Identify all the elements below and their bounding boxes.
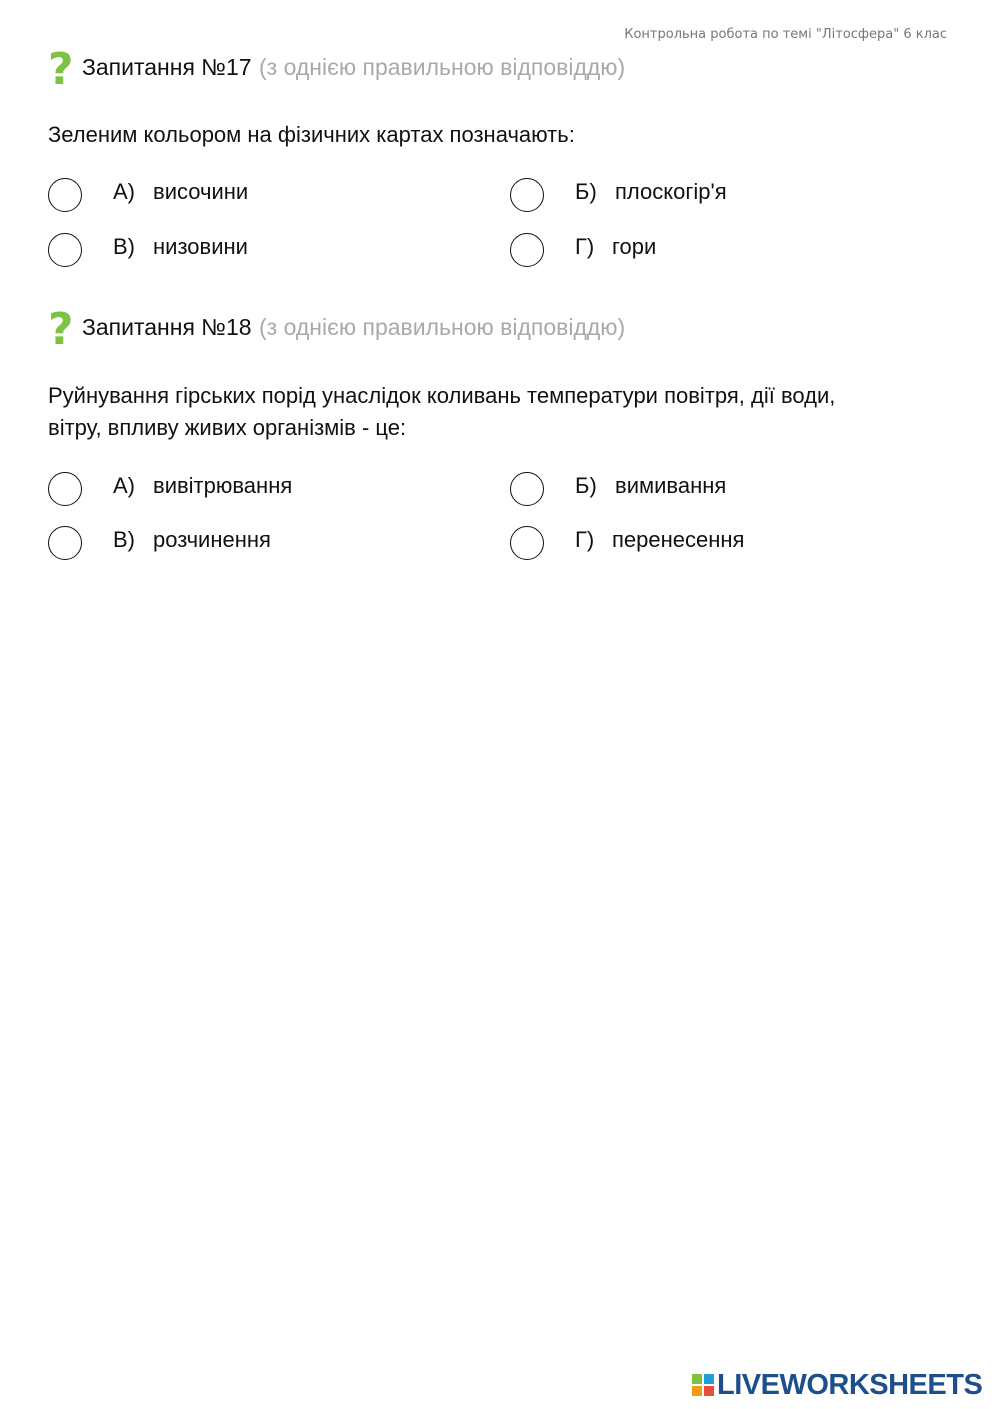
option-a[interactable] bbox=[48, 178, 478, 218]
question-hint: (з однією правильною відповіддю) bbox=[259, 314, 626, 340]
question-mark-icon: ? bbox=[48, 304, 74, 355]
liveworksheets-brand bbox=[692, 1368, 992, 1402]
option-text: розчинення bbox=[153, 527, 271, 552]
option-letter: Г) bbox=[575, 234, 595, 259]
option-letter: В) bbox=[113, 234, 135, 259]
question-mark-icon: ? bbox=[48, 44, 74, 95]
option-text: низовини bbox=[153, 234, 248, 259]
option-c[interactable] bbox=[48, 233, 478, 273]
question-hint: (з однією правильною відповіддю) bbox=[259, 54, 626, 80]
option-text: перенесення bbox=[612, 527, 745, 552]
radio-button[interactable] bbox=[510, 472, 544, 506]
option-text: гори bbox=[612, 234, 657, 259]
option-letter: Б) bbox=[575, 473, 597, 498]
question-number: Запитання №17 bbox=[82, 54, 252, 80]
radio-button[interactable] bbox=[48, 472, 82, 506]
option-letter: А) bbox=[113, 179, 135, 204]
radio-button[interactable] bbox=[48, 233, 82, 267]
radio-button[interactable] bbox=[510, 233, 544, 267]
question-header bbox=[48, 44, 948, 96]
radio-button[interactable] bbox=[510, 178, 544, 212]
option-text: вимивання bbox=[615, 473, 727, 498]
option-d[interactable] bbox=[510, 233, 940, 273]
option-letter: Б) bbox=[575, 179, 597, 204]
option-letter: А) bbox=[113, 473, 135, 498]
radio-button[interactable] bbox=[510, 526, 544, 560]
question-header bbox=[48, 304, 948, 356]
liveworksheets-logo-icon bbox=[692, 1374, 714, 1396]
radio-button[interactable] bbox=[48, 178, 82, 212]
question-text: Руйнування гірських порід унаслідок коливань температури повітря, дії води, вітру, впливу живих організмів - це: bbox=[48, 383, 836, 440]
radio-button[interactable] bbox=[48, 526, 82, 560]
option-letter: В) bbox=[113, 527, 135, 552]
option-letter: Г) bbox=[575, 527, 595, 552]
option-text: височини bbox=[153, 179, 249, 204]
option-b[interactable] bbox=[510, 472, 940, 512]
option-text: плоскогір'я bbox=[615, 179, 727, 204]
option-a[interactable] bbox=[48, 472, 478, 512]
option-c[interactable] bbox=[48, 526, 478, 566]
document-title: Контрольна робота по темі "Літосфера" 6 клас bbox=[624, 27, 947, 42]
option-d[interactable] bbox=[510, 526, 940, 566]
question-number: Запитання №18 bbox=[82, 314, 252, 340]
brand-wordmark: LIVEWORKSHEETS bbox=[717, 1369, 983, 1401]
option-text: вивітрювання bbox=[153, 473, 293, 498]
question-text: Зеленим кольором на фізичних картах позначають: bbox=[48, 122, 575, 147]
option-b[interactable] bbox=[510, 178, 940, 218]
